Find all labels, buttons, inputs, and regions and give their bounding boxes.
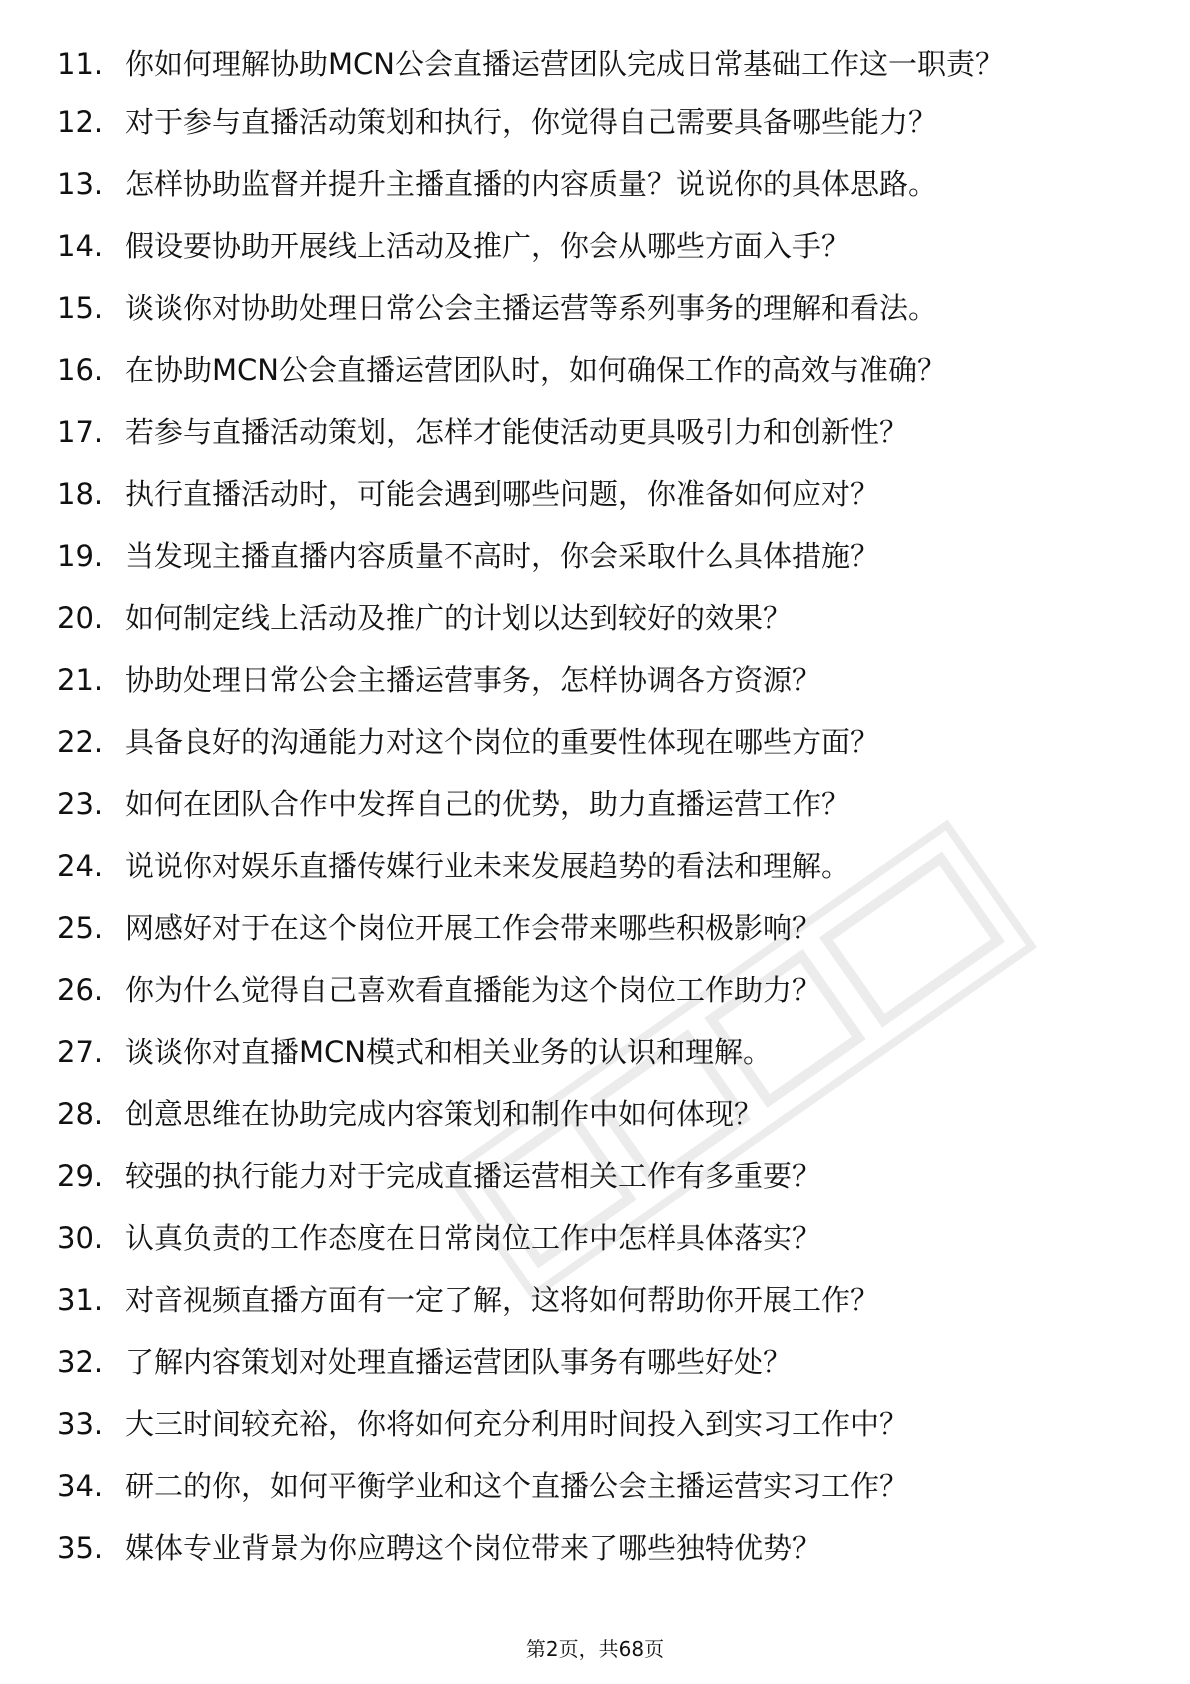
question-number: 32. bbox=[57, 1345, 104, 1379]
question-number-cell bbox=[0, 849, 125, 883]
question-number: 16. bbox=[57, 353, 104, 387]
question-text: 若参与直播活动策划，怎样才能使活动更具吸引力和创新性？ bbox=[125, 415, 909, 449]
question-list bbox=[0, 47, 1190, 1593]
question-number-cell bbox=[0, 1531, 125, 1565]
question-item bbox=[0, 1097, 1190, 1159]
question-text: 谈谈你对直播MCN模式和相关业务的认识和理解。 bbox=[125, 1035, 772, 1069]
question-number-cell bbox=[0, 1345, 125, 1379]
question-number: 21. bbox=[57, 663, 104, 697]
question-number: 27. bbox=[57, 1035, 104, 1069]
question-text: 当发现主播直播内容质量不高时，你会采取什么具体措施？ bbox=[125, 539, 880, 573]
question-number-cell bbox=[0, 539, 125, 573]
question-number-cell bbox=[0, 725, 125, 759]
question-item bbox=[0, 911, 1190, 973]
question-number-cell bbox=[0, 787, 125, 821]
question-number: 18. bbox=[57, 477, 104, 511]
question-number: 31. bbox=[57, 1283, 104, 1317]
question-item bbox=[0, 415, 1190, 477]
question-number-cell bbox=[0, 415, 125, 449]
question-number-cell bbox=[0, 167, 125, 201]
question-text: 具备良好的沟通能力对这个岗位的重要性体现在哪些方面？ bbox=[125, 725, 880, 759]
question-text: 创意思维在协助完成内容策划和制作中如何体现？ bbox=[125, 1097, 764, 1131]
question-number: 24. bbox=[57, 849, 104, 883]
question-item bbox=[0, 849, 1190, 911]
question-text: 对于参与直播活动策划和执行，你觉得自己需要具备哪些能力？ bbox=[125, 105, 938, 139]
question-item bbox=[0, 539, 1190, 601]
question-text: 较强的执行能力对于完成直播运营相关工作有多重要？ bbox=[125, 1159, 822, 1193]
question-number: 35. bbox=[57, 1531, 104, 1565]
question-number: 11. bbox=[57, 47, 104, 81]
question-number-cell bbox=[0, 1469, 125, 1503]
question-text: 执行直播活动时，可能会遇到哪些问题，你准备如何应对？ bbox=[125, 477, 880, 511]
question-item bbox=[0, 353, 1190, 415]
question-number-cell bbox=[0, 663, 125, 697]
question-item bbox=[0, 47, 1190, 105]
question-item bbox=[0, 105, 1190, 167]
question-text: 在协助MCN公会直播运营团队时，如何确保工作的高效与准确？ bbox=[125, 353, 946, 387]
question-number: 30. bbox=[57, 1221, 104, 1255]
question-number: 13. bbox=[57, 167, 104, 201]
question-number: 26. bbox=[57, 973, 104, 1007]
question-number: 33. bbox=[57, 1407, 104, 1441]
question-number: 23. bbox=[57, 787, 104, 821]
question-text: 对音视频直播方面有一定了解，这将如何帮助你开展工作？ bbox=[125, 1283, 880, 1317]
question-item bbox=[0, 1407, 1190, 1469]
question-item bbox=[0, 601, 1190, 663]
question-text: 如何制定线上活动及推广的计划以达到较好的效果？ bbox=[125, 601, 793, 635]
question-number: 20. bbox=[57, 601, 104, 635]
question-item bbox=[0, 477, 1190, 539]
question-number: 28. bbox=[57, 1097, 104, 1131]
question-number-cell bbox=[0, 1159, 125, 1193]
question-number-cell bbox=[0, 105, 125, 139]
question-number: 34. bbox=[57, 1469, 104, 1503]
question-item bbox=[0, 725, 1190, 787]
question-number-cell bbox=[0, 973, 125, 1007]
question-number-cell bbox=[0, 47, 125, 81]
question-number-cell bbox=[0, 601, 125, 635]
question-item bbox=[0, 1283, 1190, 1345]
question-item bbox=[0, 973, 1190, 1035]
question-text: 说说你对娱乐直播传媒行业未来发展趋势的看法和理解。 bbox=[125, 849, 851, 883]
question-item bbox=[0, 663, 1190, 725]
question-number-cell bbox=[0, 291, 125, 325]
question-number-cell bbox=[0, 353, 125, 387]
question-text: 网感好对于在这个岗位开展工作会带来哪些积极影响？ bbox=[125, 911, 822, 945]
question-number-cell bbox=[0, 1097, 125, 1131]
question-text: 媒体专业背景为你应聘这个岗位带来了哪些独特优势？ bbox=[125, 1531, 822, 1565]
question-text: 假设要协助开展线上活动及推广，你会从哪些方面入手？ bbox=[125, 229, 851, 263]
question-item bbox=[0, 1035, 1190, 1097]
question-text: 了解内容策划对处理直播运营团队事务有哪些好处？ bbox=[125, 1345, 793, 1379]
question-item bbox=[0, 167, 1190, 229]
question-item bbox=[0, 1345, 1190, 1407]
question-item bbox=[0, 1531, 1190, 1593]
question-item bbox=[0, 291, 1190, 353]
question-number-cell bbox=[0, 1221, 125, 1255]
question-number: 19. bbox=[57, 539, 104, 573]
question-number-cell bbox=[0, 1407, 125, 1441]
question-number: 29. bbox=[57, 1159, 104, 1193]
question-text: 谈谈你对协助处理日常公会主播运营等系列事务的理解和看法。 bbox=[125, 291, 938, 325]
question-item bbox=[0, 787, 1190, 849]
question-text: 你如何理解协助MCN公会直播运营团队完成日常基础工作这一职责？ bbox=[125, 47, 1004, 81]
question-number: 12. bbox=[57, 105, 104, 139]
question-number-cell bbox=[0, 1283, 125, 1317]
question-number: 17. bbox=[57, 415, 104, 449]
question-text: 认真负责的工作态度在日常岗位工作中怎样具体落实？ bbox=[125, 1221, 822, 1255]
question-item bbox=[0, 1221, 1190, 1283]
question-text: 怎样协助监督并提升主播直播的内容质量？说说你的具体思路。 bbox=[125, 167, 938, 201]
question-item bbox=[0, 229, 1190, 291]
question-number: 14. bbox=[57, 229, 104, 263]
question-number-cell bbox=[0, 911, 125, 945]
question-text: 研二的你，如何平衡学业和这个直播公会主播运营实习工作？ bbox=[125, 1469, 909, 1503]
question-number: 22. bbox=[57, 725, 104, 759]
question-number-cell bbox=[0, 229, 125, 263]
question-text: 协助处理日常公会主播运营事务，怎样协调各方资源？ bbox=[125, 663, 822, 697]
question-number: 25. bbox=[57, 911, 104, 945]
question-number: 15. bbox=[57, 291, 104, 325]
question-text: 你为什么觉得自己喜欢看直播能为这个岗位工作助力？ bbox=[125, 973, 822, 1007]
question-item bbox=[0, 1469, 1190, 1531]
question-text: 如何在团队合作中发挥自己的优势，助力直播运营工作？ bbox=[125, 787, 851, 821]
question-number-cell bbox=[0, 477, 125, 511]
question-text: 大三时间较充裕，你将如何充分利用时间投入到实习工作中？ bbox=[125, 1407, 909, 1441]
question-item bbox=[0, 1159, 1190, 1221]
page-number: 第2页，共68页 bbox=[525, 1637, 665, 1661]
question-number-cell bbox=[0, 1035, 125, 1069]
